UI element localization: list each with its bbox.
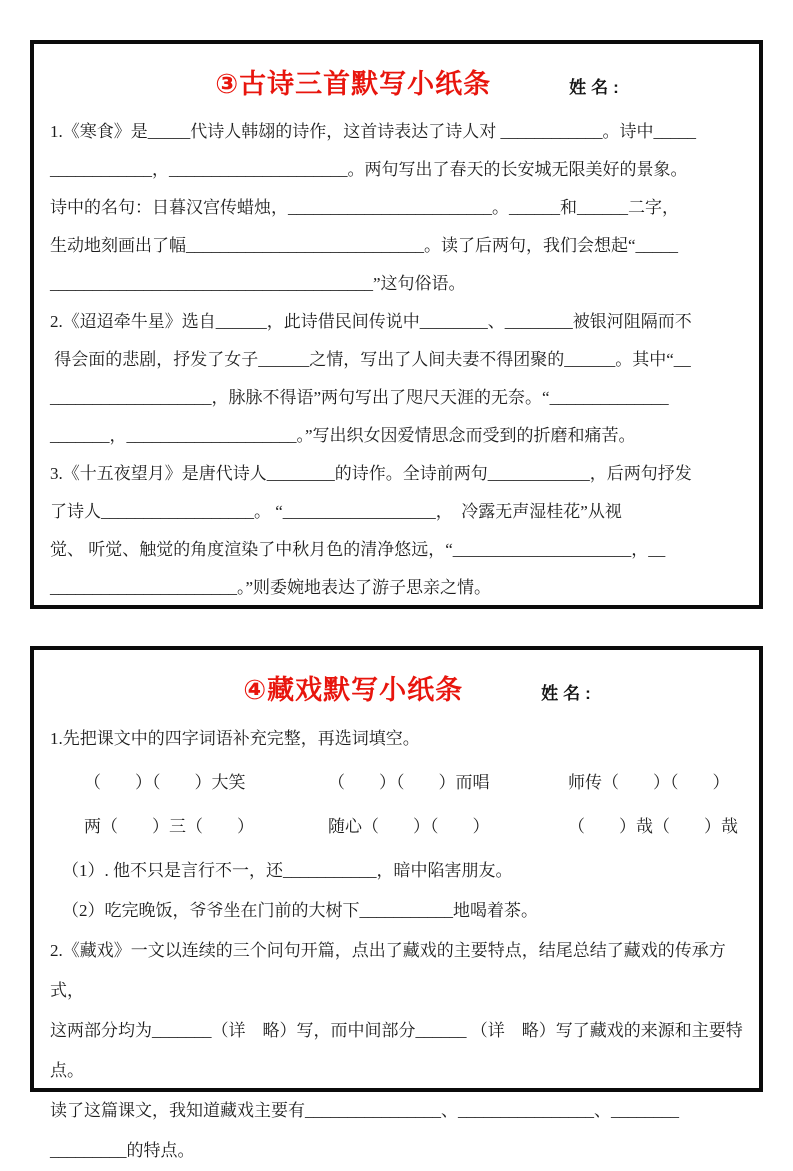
slip3-line-13: ______________________。”则委婉地表达了游子思亲之情。 <box>50 578 492 597</box>
slip3-name-label: 姓名: <box>569 78 624 97</box>
slip4-title-row <box>50 668 743 707</box>
slip3-line-10: 3.《十五夜望月》是唐代诗人________的诗作。全诗前两句____________，后两句抒发 <box>50 464 692 483</box>
slip3-line-6: 2.《迢迢牵牛星》选自______，此诗借民间传说中________、________被银河阻隔而不 <box>50 312 692 331</box>
slip4-item2-line-4: _________的特点。 <box>50 1141 195 1160</box>
slip4-title: ④藏戏默写小纸条 <box>243 675 464 705</box>
slip4-body <box>50 719 743 1171</box>
word-blank-shichuan: 师传（ ）（ ） <box>568 773 730 792</box>
slip4-item2-line-1: 2.《藏戏》一文以连续的三个问句开篇，点出了藏戏的主要特点，结尾总结了藏戏的传承方式， <box>50 941 726 1000</box>
word-blank-erchang: （ ）（ ）而唱 <box>328 773 490 792</box>
slip4-item2-line-3: 读了这篇课文，我知道藏戏主要有________________、________________、________ <box>50 1101 679 1120</box>
slip3-line-3: 诗中的名句：日暮汉宫传蜡烛，________________________。______和______二字， <box>50 198 679 217</box>
slip-gushi-sanshou <box>30 40 763 609</box>
slip3-line-8: ___________________，脉脉不得语”两句写出了咫尺天涯的无奈。“______________ <box>50 388 669 407</box>
slip4-item2-line-2: 这两部分均为_______（详 略）写，而中间部分______ （详 略）写了藏戏的来源和主要特点。 <box>50 1021 743 1080</box>
slip3-line-9: _______，____________________。”写出织女因爱情思念而受到的折磨和痛苦。 <box>50 426 636 445</box>
slip3-line-5: ______________________________________”这句俗语。 <box>50 274 466 293</box>
slip3-line-11: 了诗人__________________。 “__________________， 冷露无声湿桂花”从视 <box>50 502 622 521</box>
word-blank-daxiao: （ ）（ ）大笑 <box>84 773 246 792</box>
slip3-line-1: 1.《寒食》是_____代诗人韩翃的诗作，这首诗表达了诗人对 ____________。诗中_____ <box>50 122 696 141</box>
slip3-title-row <box>50 62 743 101</box>
word-blank-suixin: 随心（ ）（ ） <box>328 817 490 836</box>
slip4-word-grid <box>50 761 743 849</box>
slip-zangxi <box>30 646 763 1160</box>
slip3-title: ③古诗三首默写小纸条 <box>215 69 492 99</box>
word-blank-zaizai: （ ）哉（ ）哉 <box>568 817 738 836</box>
slip4-sub-item-1: （1）. 他不只是言行不一，还___________，暗中陷害朋友。 <box>62 861 513 880</box>
slip3-line-2: ____________，_____________________。两句写出了春天的长安城无限美好的景象。 <box>50 160 688 179</box>
slip4-sub-item-2: （2）吃完晚饭，爷爷坐在门前的大树下___________地喝着茶。 <box>62 901 538 920</box>
word-blank-liangsan: 两（ ）三（ ） <box>84 817 254 836</box>
slip3-line-4: 生动地刻画出了幅____________________________。读了后两句，我们会想起“_____ <box>50 236 679 255</box>
slip3-body <box>50 113 743 607</box>
slip3-line-7: 得会面的悲剧，抒发了女子______之情，写出了人间夫妻不得团聚的______。其中“__ <box>50 350 691 369</box>
slip4-intro: 1.先把课文中的四字词语补充完整，再选词填空。 <box>50 729 420 748</box>
slip4-name-label: 姓名: <box>541 684 596 703</box>
slip3-line-12: 觉、 听觉、触觉的角度渲染了中秋月色的清净悠远，“_____________________，__ <box>50 540 666 559</box>
